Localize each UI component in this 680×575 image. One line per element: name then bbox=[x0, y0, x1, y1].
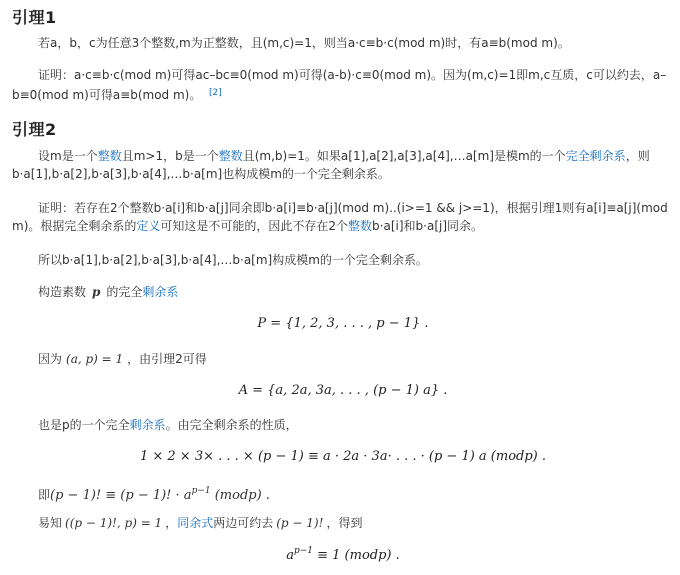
expr-ie-sup: p−1 bbox=[191, 486, 211, 496]
text-span: ， bbox=[165, 516, 178, 530]
eq-tail: ≡ 1 (modp) . bbox=[313, 548, 400, 563]
text-span: ，得到 bbox=[326, 516, 363, 530]
lemma2-conclusion: 所以b·a[1],b·a[2],b·a[3],b·a[4],…b·a[m]构成模m的一个完全剩余系。 bbox=[38, 253, 428, 267]
text-span: 且m>1，b是一个 bbox=[121, 149, 219, 163]
construct-line bbox=[12, 283, 674, 301]
text-span: 证明：若存在2个整数b·a[i]和b·a[j]同余即b·a[i]≡b·a[j](mod m)..(i>=1 && j>=1)，根据引理1则有a[i]≡a[j](mod m)。根据完全剩余系的 bbox=[12, 201, 668, 233]
text-span: 。由完全剩余系的性质， bbox=[165, 418, 298, 432]
lemma2-heading: 引理2 bbox=[12, 120, 57, 139]
expr-ie-base: (p − 1)! ≡ (p − 1)! · a bbox=[50, 488, 192, 503]
because-line bbox=[12, 350, 674, 368]
text-span: 即 bbox=[38, 488, 51, 502]
text-span: 因为 bbox=[38, 352, 63, 366]
reference-link-2[interactable]: [2] bbox=[209, 88, 222, 98]
equation-product: 1 × 2 × 3× . . . × (p − 1) ≡ a · 2a · 3a· . . . · (p − 1) a (modp) . bbox=[139, 449, 547, 464]
equation-P: P = {1, 2, 3, . . . , p − 1} . bbox=[257, 316, 429, 331]
easy-line bbox=[12, 514, 674, 532]
lemma2-proof bbox=[12, 199, 674, 235]
expr-ap: (a, p) = 1 bbox=[66, 352, 124, 366]
text-span: 的完全 bbox=[106, 285, 143, 299]
lemma1-proof bbox=[12, 66, 674, 104]
lemma1-proof-text: 证明：a·c≡b·c(mod m)可得ac–bc≡0(mod m)可得(a-b)·c≡0(mod m)。因为(m,c)=1即m,c互质，c可以约去，a– b≡0(mod m)可得a≡b(mod m)。 bbox=[12, 68, 667, 102]
equation-fermat bbox=[12, 546, 674, 563]
text-span: 易知 bbox=[38, 516, 63, 530]
text-span: 两边可约去 bbox=[213, 516, 274, 530]
equation-A: A = {a, 2a, 3a, . . . , (p − 1) a} . bbox=[238, 383, 448, 398]
expr-ie bbox=[50, 488, 270, 503]
link-residue-system[interactable]: 剩余系 bbox=[142, 285, 179, 299]
text-span: ，则b·a[1],b·a[2],b·a[3],b·a[4],…b·a[m]也构成模m的一个完全剩余系。 bbox=[12, 149, 650, 181]
expr-factorial: (p − 1)! bbox=[276, 516, 324, 530]
also-line bbox=[12, 416, 674, 434]
link-complete-residue-system[interactable]: 完全剩余系 bbox=[565, 149, 626, 163]
lemma1-heading: 引理1 bbox=[12, 8, 57, 27]
lemma1-statement: 若a，b，c为任意3个整数,m为正整数，且(m,c)=1，则当a·c≡b·c(mod m)时，有a≡b(mod m)。 bbox=[38, 36, 570, 50]
ie-line bbox=[12, 482, 674, 505]
link-congruence[interactable]: 同余式 bbox=[177, 516, 214, 530]
text-span: 可知这是不可能的，因此不存在2个 bbox=[160, 219, 349, 233]
eq-sup: p−1 bbox=[293, 546, 313, 556]
link-definition[interactable]: 定义 bbox=[136, 219, 161, 233]
link-integer-3[interactable]: 整数 bbox=[348, 219, 373, 233]
link-integer-2[interactable]: 整数 bbox=[218, 149, 243, 163]
text-span: 且(m,b)=1。如果a[1],a[2],a[3],a[4],…a[m]是模m的一个 bbox=[242, 149, 566, 163]
link-residue-system-2[interactable]: 剩余系 bbox=[129, 418, 166, 432]
text-span: ，由引理2可得 bbox=[127, 352, 207, 366]
text-span: 构造素数 bbox=[38, 285, 87, 299]
text-span: b·a[i]和b·a[j]同余。 bbox=[372, 219, 484, 233]
expr-ie-tail: (modp) . bbox=[210, 488, 270, 503]
text-span: 也是p的一个完全 bbox=[38, 418, 130, 432]
expr-gcd: ((p − 1)!, p) = 1 bbox=[65, 516, 163, 530]
lemma2-statement bbox=[12, 147, 674, 183]
link-integer[interactable]: 整数 bbox=[97, 149, 122, 163]
text-span: 设m是一个 bbox=[38, 149, 98, 163]
eq-base: a bbox=[286, 548, 294, 563]
var-p: p bbox=[92, 285, 101, 299]
